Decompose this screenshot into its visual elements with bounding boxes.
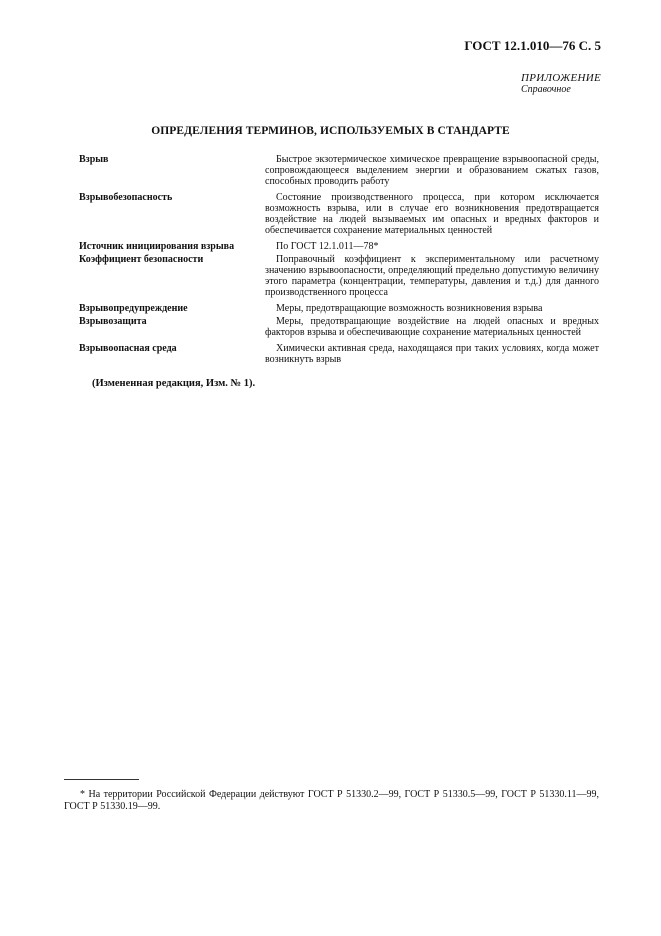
term-definition: Меры, предотвращающие возможность возникновения взрыва <box>276 303 543 314</box>
term-row <box>79 303 599 314</box>
appendix-type: Справочное <box>521 84 571 95</box>
term-row <box>79 316 599 338</box>
appendix-title: ПРИЛОЖЕНИЕ <box>521 72 601 84</box>
term-row <box>79 343 599 365</box>
amendment-note: (Измененная редакция, Изм. № 1). <box>92 378 256 389</box>
appendix-label <box>521 72 601 96</box>
document-title: ОПРЕДЕЛЕНИЯ ТЕРМИНОВ, ИСПОЛЬЗУЕМЫХ В СТАНДАРТЕ <box>151 125 510 137</box>
term-name: Взрыв <box>79 154 109 165</box>
term-name: Источник инициирования взрыва <box>79 241 235 252</box>
page-header: ГОСТ 12.1.010—76 С. 5 <box>464 38 601 53</box>
term-definition: Поправочный коэффициент к экспериментальному или расчетному значению взрывоопасности, определяющий предельно допустимую величину этого параметра (концентрации, температуры, давления и т.д.) для данного производственного процесса <box>265 254 599 298</box>
term-definition: По ГОСТ 12.1.011—78* <box>276 241 379 252</box>
footnote: * На территории Российской Федерации действуют ГОСТ Р 51330.2—99, ГОСТ Р 51330.5—99, ГОСТ Р 51330.11—99, ГОСТ Р 51330.19—99. <box>64 789 599 812</box>
term-definition: Химически активная среда, находящаяся при таких условиях, когда может возникнуть взрыв <box>265 343 599 365</box>
term-row <box>79 192 599 236</box>
term-definition: Меры, предотвращающие воздействие на людей опасных и вредных факторов взрыва и обеспечивающие сохранение материальных ценностей <box>265 316 599 338</box>
term-definition: Быстрое экзотермическое химическое превращение взрывоопасной среды, сопровождающееся выделением энергии и образованием сжатых газов, способных проводить работу <box>265 154 599 187</box>
term-row <box>79 154 599 187</box>
footnote-divider <box>64 779 139 780</box>
term-name: Взрывобезопасность <box>79 192 173 203</box>
term-row <box>79 241 599 252</box>
term-row <box>79 254 599 298</box>
term-name: Взрывопредупреждение <box>79 303 188 314</box>
term-name: Взрывозащита <box>79 316 147 327</box>
term-name: Коэффициент безопасности <box>79 254 204 265</box>
term-name: Взрывоопасная среда <box>79 343 177 354</box>
terms-list <box>79 154 599 370</box>
term-definition: Состояние производственного процесса, при котором исключается возможность взрыва, или в случае его возникновения предотвращается воздействие на людей вызываемых им опасных и вредных факторов и обеспечивается сохранение материальных ценностей <box>265 192 599 236</box>
